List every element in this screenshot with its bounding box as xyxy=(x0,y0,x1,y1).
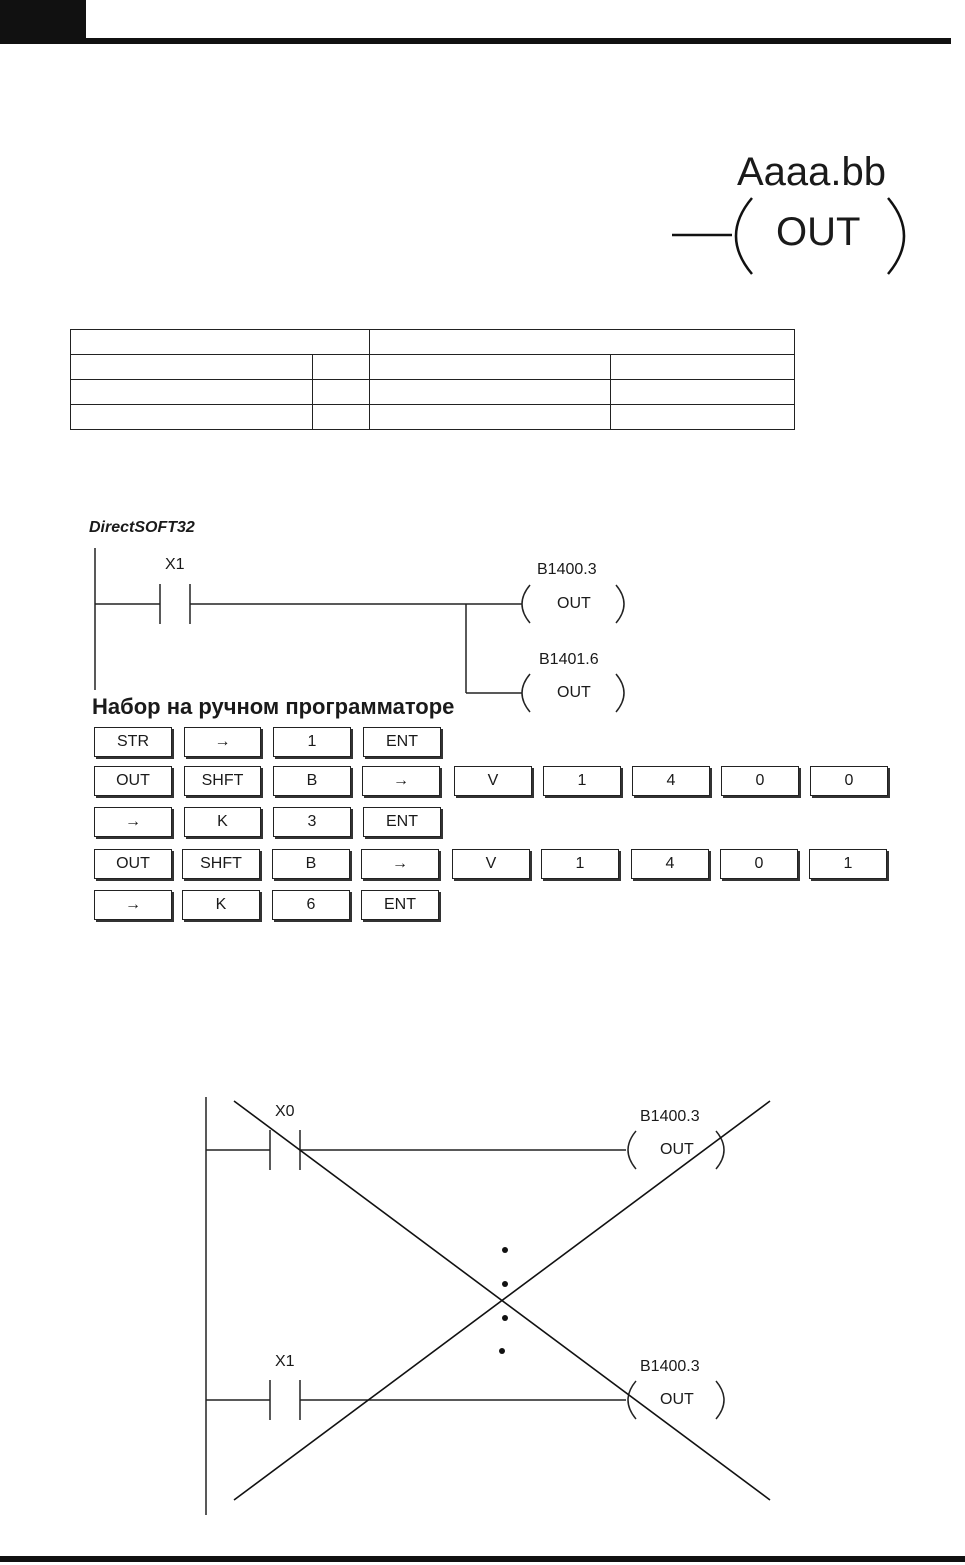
key-1[interactable]: 1 xyxy=(541,849,619,879)
key-out[interactable]: OUT xyxy=(94,849,172,879)
key-k[interactable]: K xyxy=(184,807,261,837)
key-b[interactable]: B xyxy=(272,849,350,879)
key-v[interactable]: V xyxy=(454,766,532,796)
key-3[interactable]: 3 xyxy=(273,807,351,837)
key-shft[interactable]: SHFT xyxy=(184,766,261,796)
key-0[interactable]: 0 xyxy=(810,766,888,796)
key-k[interactable]: K xyxy=(182,890,260,920)
footer-rule xyxy=(0,1556,965,1562)
key-str[interactable]: STR xyxy=(94,727,172,757)
key-1[interactable]: 1 xyxy=(809,849,887,879)
example-contact-label: X1 xyxy=(165,556,185,573)
invalid-coil-bottom-address: B1400.3 xyxy=(640,1358,700,1375)
key-1[interactable]: 1 xyxy=(273,727,351,757)
example-coil1-text: OUT xyxy=(557,595,591,612)
key-shft[interactable]: SHFT xyxy=(182,849,260,879)
invalid-contact-bottom-label: X1 xyxy=(275,1353,295,1370)
key-1[interactable]: 1 xyxy=(543,766,621,796)
key-0[interactable]: 0 xyxy=(721,766,799,796)
key-arrow[interactable]: → xyxy=(361,849,439,879)
key-ent[interactable]: ENT xyxy=(363,727,441,757)
example-coil2-text: OUT xyxy=(557,684,591,701)
invalid-coil-bottom-text: OUT xyxy=(660,1391,694,1408)
handheld-title: Набор на ручном программаторе xyxy=(92,694,455,719)
key-arrow[interactable]: → xyxy=(362,766,440,796)
key-4[interactable]: 4 xyxy=(632,766,710,796)
key-ent[interactable]: ENT xyxy=(363,807,441,837)
software-label: DirectSOFT32 xyxy=(89,519,195,536)
invalid-contact-top-label: X0 xyxy=(275,1103,295,1120)
key-arrow[interactable]: → xyxy=(184,727,261,757)
key-arrow[interactable]: → xyxy=(94,807,172,837)
symbol-instruction: OUT xyxy=(776,210,861,254)
key-out[interactable]: OUT xyxy=(94,766,172,796)
key-ent[interactable]: ENT xyxy=(361,890,439,920)
example-coil2-address: B1401.6 xyxy=(539,651,599,668)
invalid-coil-top-address: B1400.3 xyxy=(640,1108,700,1125)
key-v[interactable]: V xyxy=(452,849,530,879)
key-arrow[interactable]: → xyxy=(94,890,172,920)
symbol-address: Aaaa.bb xyxy=(737,150,887,194)
example-coil1-address: B1400.3 xyxy=(537,561,597,578)
key-b[interactable]: B xyxy=(273,766,351,796)
key-0[interactable]: 0 xyxy=(720,849,798,879)
key-4[interactable]: 4 xyxy=(631,849,709,879)
invalid-coil-top-text: OUT xyxy=(660,1141,694,1158)
key-6[interactable]: 6 xyxy=(272,890,350,920)
